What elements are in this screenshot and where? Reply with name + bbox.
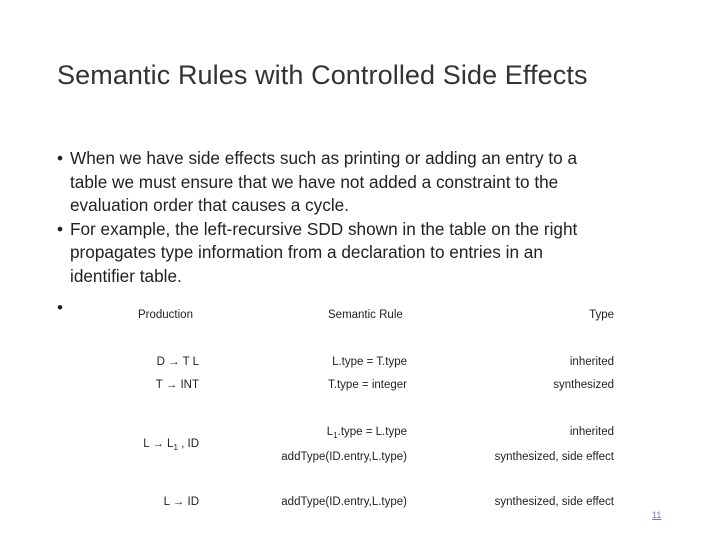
rule-main: L xyxy=(326,426,334,438)
bullet-item xyxy=(57,218,677,289)
type-cell: synthesized, side effect xyxy=(494,451,614,463)
header-type: Type xyxy=(589,309,614,321)
type-cell: inherited xyxy=(569,356,614,368)
semantic-rule-cell: T.type = integer xyxy=(328,379,407,391)
bullet-list xyxy=(57,147,677,288)
bullet-line: identifier table. xyxy=(70,265,182,286)
bullet-line: table we must ensure that we have not added a constraint to the xyxy=(70,171,559,192)
production-cell xyxy=(143,438,199,450)
production-main: L → L xyxy=(143,438,174,450)
semantic-rule-cell xyxy=(327,426,407,438)
type-cell: synthesized, side effect xyxy=(494,496,614,508)
bullet-line: propagates type information from a declaration to entries in an xyxy=(70,242,543,262)
rule-subscript: 1 xyxy=(333,431,338,440)
bullet-line: For example, the left-recursive SDD shown in the table on the right xyxy=(70,218,578,239)
production-subscript: 1 xyxy=(173,443,178,452)
bullet-line: When we have side effects such as printing or adding an entry to a xyxy=(70,148,578,168)
bullet-dot: • xyxy=(57,148,64,168)
bullet-line: evaluation order that causes a cycle. xyxy=(70,195,349,215)
bullet-dot: • xyxy=(57,218,64,239)
production-cell: D → T L xyxy=(156,356,199,368)
type-cell: synthesized xyxy=(553,379,614,391)
rule-tail: .type = L.type xyxy=(337,426,407,438)
header-semantic-rule: Semantic Rule xyxy=(328,309,403,321)
empty-bullet-dot: • xyxy=(57,298,63,317)
production-cell: T → INT xyxy=(155,379,199,391)
production-tail: , ID xyxy=(181,438,199,450)
bullet-item xyxy=(57,147,677,218)
production-cell: L → ID xyxy=(163,496,199,508)
header-production: Production xyxy=(138,309,193,321)
semantic-rule-cell: L.type = T.type xyxy=(332,356,407,368)
slide-title: Semantic Rules with Controlled Side Effects xyxy=(57,60,588,90)
type-cell: inherited xyxy=(569,426,614,438)
page-number: 11 xyxy=(652,510,662,520)
bullet-text xyxy=(70,147,677,218)
semantic-rule-cell: addType(ID.entry,L.type) xyxy=(281,451,407,463)
bullet-text xyxy=(70,218,677,289)
semantic-rule-cell: addType(ID.entry,L.type) xyxy=(281,496,407,508)
